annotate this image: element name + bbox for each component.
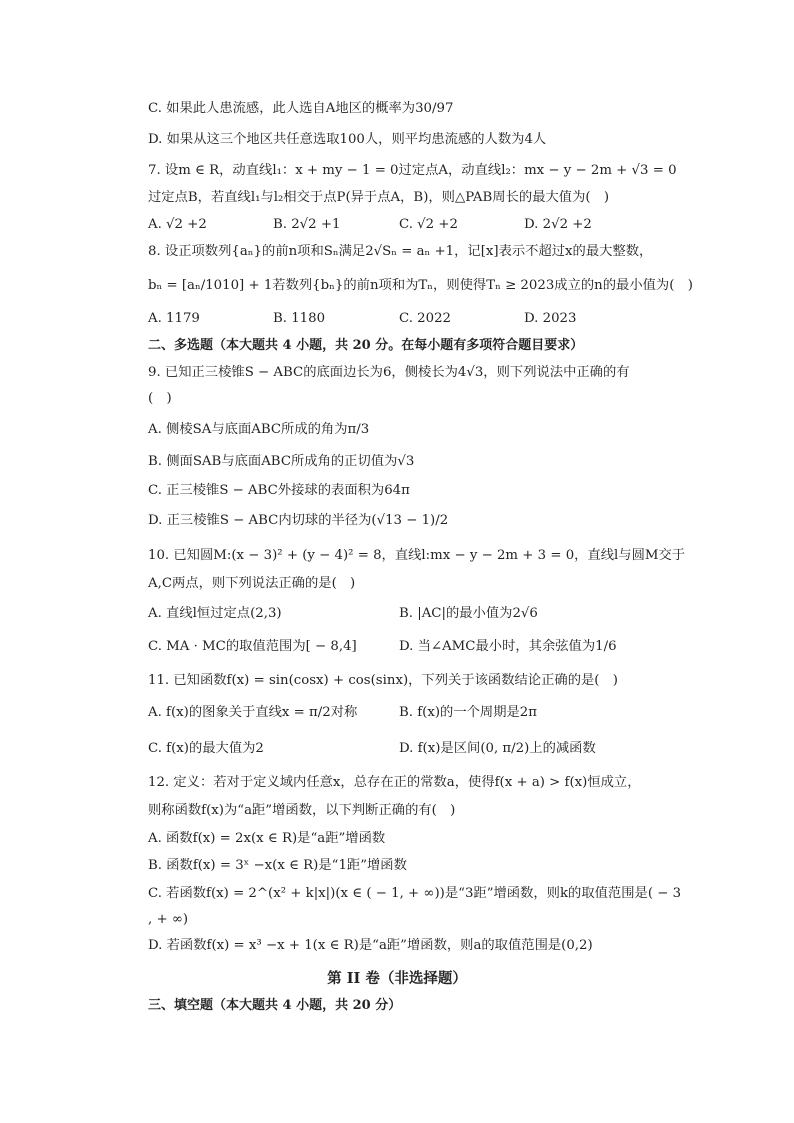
q9-option-a: A. 侧棱SA与底面ABC所成的角为π/3 bbox=[148, 422, 370, 437]
q10-option-b: B. |AC|的最小值为2√6 bbox=[399, 606, 538, 621]
q8-stem-line2: bₙ = [aₙ/1010] + 1若数列{bₙ}的前n项和为Tₙ，则使得Tₙ ≥ 2023成立的n的最小值为( ) bbox=[148, 278, 693, 293]
q11-stem: 11. 已知函数f(x) = sin(cosx) + cos(sinx)，下列关于该函数结论正确的是( ) bbox=[148, 673, 618, 688]
q11-option-c: C. f(x)的最大值为2 bbox=[148, 741, 264, 756]
q11-option-d: D. f(x)是区间(0, π/2)上的减函数 bbox=[399, 741, 596, 756]
q8-option-a: A. 1179 bbox=[148, 311, 200, 326]
q12-option-c-line2: , + ∞) bbox=[148, 912, 189, 927]
q12-option-d: D. 若函数f(x) = x³ −x + 1(x ∈ R)是“a距”增函数，则a的取值范围是(0,2) bbox=[148, 938, 593, 953]
q10-stem-line1: 10. 已知圆M:(x − 3)² + (y − 4)² = 8，直线l:mx − y − 2m + 3 = 0，直线l与圆M交于 bbox=[148, 548, 686, 563]
q6-option-c: C. 如果此人患流感，此人选自A地区的概率为30/97 bbox=[148, 101, 454, 116]
q6-option-d: D. 如果从这三个地区共任意选取100人，则平均患流感的人数为4人 bbox=[148, 132, 547, 147]
q7-option-c: C. √2 +2 bbox=[399, 217, 458, 232]
q7-option-d: D. 2√2 +2 bbox=[524, 217, 592, 232]
q9-stem-line1: 9. 已知正三棱锥S − ABC的底面边长为6，侧棱长为4√3，则下列说法中正确的有 bbox=[148, 365, 630, 380]
q12-stem-line2: 则称函数f(x)为“a距”增函数，以下判断正确的有( ) bbox=[148, 803, 456, 818]
q12-stem-line1: 12. 定义：若对于定义域内任意x，总存在正的常数a，使得f(x + a) > f(x)恒成立， bbox=[148, 775, 641, 790]
q8-stem-line1: 8. 设正项数列{aₙ}的前n项和Sₙ满足2√Sₙ = aₙ +1，记[x]表示不超过x的最大整数， bbox=[148, 244, 653, 259]
q9-option-d: D. 正三棱锥S − ABC内切球的半径为(√13 − 1)/2 bbox=[148, 513, 449, 528]
q8-option-d: D. 2023 bbox=[524, 311, 577, 326]
q8-option-c: C. 2022 bbox=[399, 311, 451, 326]
q7-stem-line1: 7. 设m ∈ R，动直线l₁：x + my − 1 = 0过定点A，动直线l₂：mx − y − 2m + √3 = 0 bbox=[148, 163, 677, 178]
q9-stem-line2: ( ) bbox=[148, 391, 172, 406]
q11-option-a: A. f(x)的图象关于直线x = π/2对称 bbox=[148, 705, 358, 720]
q12-option-b: B. 函数f(x) = 3ˣ −x(x ∈ R)是“1距”增函数 bbox=[148, 858, 407, 873]
section-multiple-choice-heading: 二、多选题（本大题共 4 小题，共 20 分。在每小题有多项符合题目要求） bbox=[148, 338, 584, 353]
q12-option-c-line1: C. 若函数f(x) = 2^(x² + k|x|)(x ∈ ( − 1, + ∞))是“3距”增函数，则k的取值范围是( − 3 bbox=[148, 886, 682, 901]
q11-option-b: B. f(x)的一个周期是2π bbox=[399, 705, 538, 720]
q10-option-d: D. 当∠AMC最小时，其余弦值为1/6 bbox=[399, 639, 617, 654]
q10-stem-line2: A,C两点，则下列说法正确的是( ) bbox=[148, 576, 356, 591]
q8-option-b: B. 1180 bbox=[273, 311, 326, 326]
q10-option-a: A. 直线l恒过定点(2,3) bbox=[148, 606, 282, 621]
q7-option-a: A. √2 +2 bbox=[148, 217, 207, 232]
q7-option-b: B. 2√2 +1 bbox=[273, 217, 341, 232]
q12-option-a: A. 函数f(x) = 2x(x ∈ R)是“a距”增函数 bbox=[148, 831, 386, 846]
q10-option-c: C. MA · MC的取值范围为[ − 8,4] bbox=[148, 639, 357, 654]
section-fill-in-heading: 三、填空题（本大题共 4 小题，共 20 分） bbox=[148, 998, 402, 1013]
q9-option-b: B. 侧面SAB与底面ABC所成角的正切值为√3 bbox=[148, 454, 415, 469]
q7-stem-line2: 过定点B，若直线l₁与l₂相交于点P(异于点A，B)，则△PAB周长的最大值为( ) bbox=[148, 190, 610, 205]
part-two-title: 第 II 卷（非选择题） bbox=[327, 970, 467, 987]
q9-option-c: C. 正三棱锥S − ABC外接球的表面积为64π bbox=[148, 483, 410, 498]
